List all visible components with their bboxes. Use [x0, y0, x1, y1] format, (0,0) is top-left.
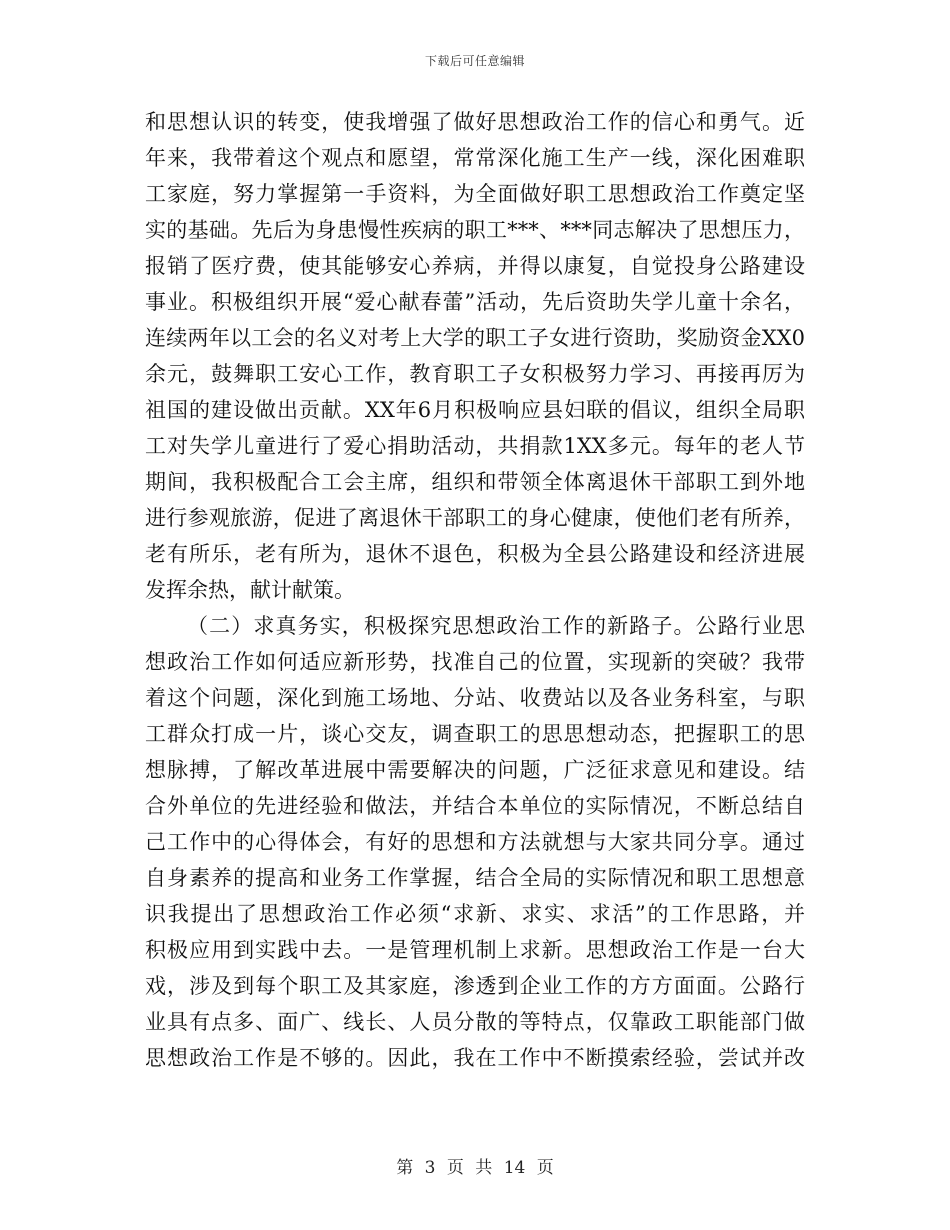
- text-line: 进行参观旅游，促进了离退休干部职工的身心健康，使他们老有所养，: [145, 506, 805, 530]
- text-line: 和思想认识的转变，使我增强了做好思想政治工作的信心和勇气。近: [145, 110, 805, 134]
- text-line: 祖国的建设做出贡献。XX年6月积极响应县妇联的倡议，组织全局职: [145, 398, 805, 422]
- total-label: 共: [475, 1158, 493, 1178]
- page-number-footer: [0, 1153, 950, 1178]
- page-label-suffix: 页: [536, 1158, 554, 1178]
- text-line: 工群众打成一片，谈心交友，调查职工的思思想动态，把握职工的思: [145, 722, 805, 746]
- text-line: 己工作中的心得体会，有好的思想和方法就想与大家共同分享。通过: [145, 830, 805, 854]
- page-header: 下载后可任意编辑: [424, 54, 525, 68]
- text-line: 业具有点多、面广、线长、人员分散的等特点，仅靠政工职能部门做: [145, 1010, 805, 1034]
- text-line: 识我提出了思想政治工作必须“求新、求实、求活”的工作思路，并: [145, 902, 805, 926]
- text-line: 积极应用到实践中去。一是管理机制上求新。思想政治工作是一台大: [145, 938, 805, 962]
- page-label-mid: 页: [446, 1158, 464, 1178]
- text-line: 想政治工作如何适应新形势，找准自己的位置，实现新的突破？我带: [145, 650, 805, 674]
- text-line: 年来，我带着这个观点和愿望，常常深化施工生产一线，深化困难职: [145, 146, 805, 170]
- text-line: 戏，涉及到每个职工及其家庭，渗透到企业工作的方方面面。公路行: [145, 974, 805, 998]
- text-line: 实的基础。先后为身患慢性疾病的职工***、***同志解决了思想压力，: [145, 218, 805, 242]
- text-line: 思想政治工作是不够的。因此，我在工作中不断摸索经验，尝试并改: [145, 1046, 805, 1070]
- text-line: 自身素养的提高和业务工作掌握，结合全局的实际情况和职工思想意: [145, 866, 805, 890]
- text-line: 发挥余热，献计献策。: [145, 578, 355, 602]
- current-page-number: 3: [424, 1158, 436, 1178]
- text-line: 合外单位的先进经验和做法，并结合本单位的实际情况，不断总结自: [145, 794, 805, 818]
- text-line: 报销了医疗费，使其能够安心养病，并得以康复，自觉投身公路建设: [145, 254, 805, 278]
- total-pages-number: 14: [503, 1158, 526, 1178]
- text-line: 工家庭，努力掌握第一手资料，为全面做好职工思想政治工作奠定坚: [145, 182, 805, 206]
- page-label-prefix: 第: [396, 1158, 414, 1178]
- text-line: 着这个问题，深化到施工场地、分站、收费站以及各业务科室，与职: [145, 686, 805, 710]
- text-line: 想脉搏，了解改革进展中需要解决的问题，广泛征求意见和建设。结: [145, 758, 805, 782]
- text-line: 老有所乐，老有所为，退休不退色，积极为全县公路建设和经济进展: [145, 542, 805, 566]
- text-line: 事业。积极组织开展“爱心献春蕾”活动，先后资助失学儿童十余名，: [145, 290, 805, 314]
- text-line: 期间，我积极配合工会主席，组织和带领全体离退休干部职工到外地: [145, 470, 805, 494]
- document-body: [145, 104, 805, 1076]
- text-line: 余元，鼓舞职工安心工作，教育职工子女积极努力学习、再接再厉为: [145, 362, 805, 386]
- text-line: 工对失学儿童进行了爱心捐助活动，共捐款1XX多元。每年的老人节: [145, 434, 805, 458]
- text-line: 连续两年以工会的名义对考上大学的职工子女进行资助，奖励资金XX0: [145, 326, 805, 350]
- paragraph-first-line: （二）求真务实，积极探究思想政治工作的新路子。公路行业思: [187, 614, 805, 638]
